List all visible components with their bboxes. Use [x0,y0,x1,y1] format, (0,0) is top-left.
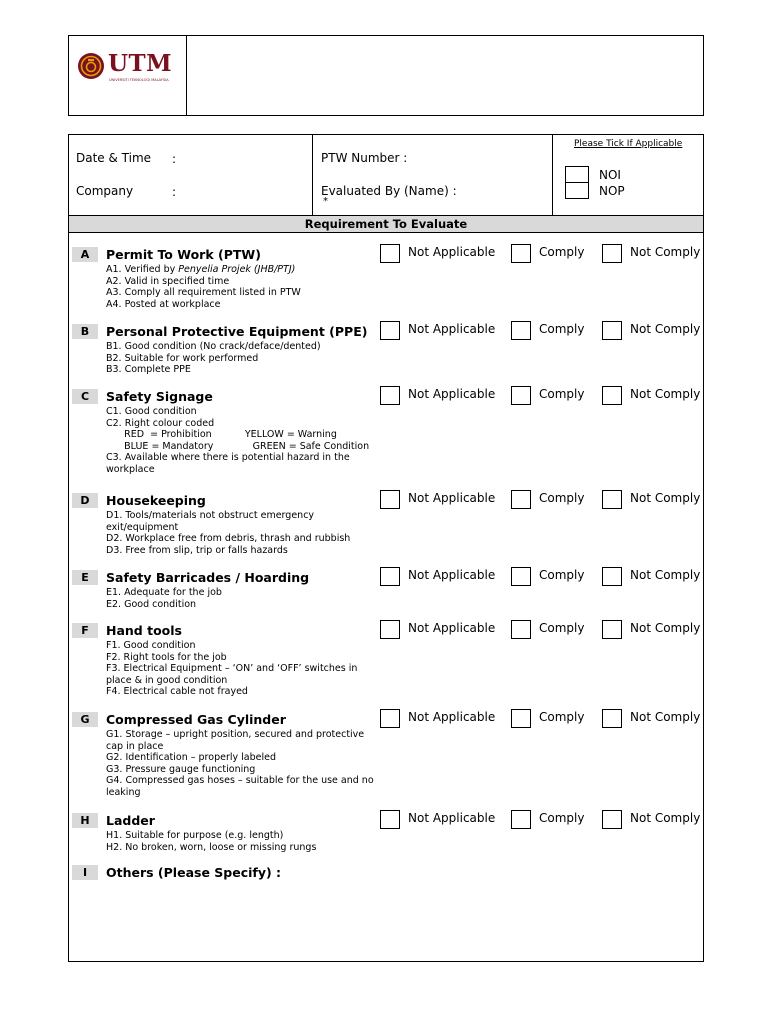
not-comply-checkbox[interactable] [602,567,622,586]
section-items [106,510,378,556]
logo-cell [69,36,187,115]
list-item: A2. Valid in specified time [106,275,230,287]
nop-checkbox[interactable] [565,182,589,199]
logo-text: UTM [108,50,173,77]
info-column-ptw-evaluator [313,135,553,215]
not-applicable-checkbox[interactable] [380,321,400,340]
section-items [106,830,378,853]
ptw-number-label: PTW Number : [321,151,408,165]
section-items [106,264,378,310]
section-letter: I [72,865,98,880]
info-column-tick [553,135,703,215]
company-label: Company [76,184,134,198]
info-row [69,135,703,216]
comply-checkbox[interactable] [511,244,531,263]
list-item: G4. Compressed gas hoses – suitable for the use and no leaking [106,775,377,798]
list-item: G2. Identification – properly labeled [106,752,276,764]
list-item: B1. Good condition (No crack/deface/dented) [106,341,321,352]
not-comply-checkbox[interactable] [602,490,622,509]
section-title: Hand tools [106,623,182,638]
list-item: D2. Workplace free from debris, thrash and rubbish [106,533,351,545]
not-applicable-checkbox[interactable] [380,386,400,405]
section-letter: D [72,493,98,508]
list-item: C3. Available where there is potential hazard in the workplace [106,452,353,475]
list-item: G1. Storage – upright position, secured and protective cap in place [106,729,368,752]
section-title: Housekeeping [106,493,206,508]
section-title: Ladder [106,813,155,828]
section-letter: A [72,247,98,262]
comply-checkbox[interactable] [511,810,531,829]
section-letter: H [72,813,98,828]
section-letter: G [72,712,98,727]
list-item: D1. Tools/materials not obstruct emergency exit/equipment [106,510,318,533]
list-item: RED = Prohibition YELLOW = Warning [106,429,337,441]
comply-checkbox[interactable] [511,567,531,586]
others-specify-field[interactable]: Others (Please Specify) : [106,865,282,880]
comply-checkbox[interactable] [511,620,531,639]
not-comply-checkbox[interactable] [602,244,622,263]
tick-note: Please Tick If Applicable [574,139,683,149]
list-item: E1. Adequate for the job [106,587,222,598]
section-items [106,587,378,610]
list-item: F3. Electrical Equipment – ‘ON’ and ‘OFF’ switches in place & in good condition [106,663,361,686]
company-colon: : [172,185,177,199]
not-applicable-checkbox[interactable] [380,709,400,728]
section-letter: C [72,389,98,404]
not-comply-checkbox[interactable] [602,386,622,405]
section-letter: E [72,570,98,585]
section-items [106,729,378,799]
list-item: H2. No broken, worn, loose or missing rungs [106,841,317,853]
list-item: B3. Complete PPE [106,364,191,376]
list-item: E2. Good condition [106,598,197,610]
not-applicable-checkbox[interactable] [380,620,400,639]
info-column-date-company [69,135,313,215]
list-item: A4. Posted at workplace [106,298,221,310]
evaluated-by-label: Evaluated By (Name) : [321,184,457,198]
list-item: C1. Good condition [106,406,197,417]
logo-subtitle: UNIVERSITI TEKNOLOGI MALAYSIA [109,78,169,82]
date-time-colon: : [172,152,177,166]
section-title: Safety Signage [106,389,213,404]
form-header [68,35,704,116]
section-items [106,341,378,376]
noi-label: NOI [599,168,621,182]
not-applicable-checkbox[interactable] [380,567,400,586]
comply-checkbox[interactable] [511,490,531,509]
not-applicable-checkbox[interactable] [380,244,400,263]
section-letter: F [72,623,98,638]
list-item: D3. Free from slip, trip or falls hazards [106,544,288,556]
not-comply-checkbox[interactable] [602,620,622,639]
list-item: A3. Comply all requirement listed in PTW [106,287,301,299]
section-title: Safety Barricades / Hoarding [106,570,310,585]
list-item: C2. Right colour coded [106,417,215,429]
evaluation-form: Date & Time : Company : PTW Number : Evaluated By (Name) : * Please Tick If Applicable NOI NOP Requirement To Evaluate A Permit To Work (PTW) A1. Verified by Penyelia Projek (JHB/PTJ) A2. Valid in specified time A3. Comply all requirement listed in PTW A4. Posted at workplace Not Applicable Comply Not Comply B Personal Protective Equipment (PPE) B1. Good condition (No crack/deface/dented) B2. Suitable for work performed B3. Complete PPE Not Applicable Comply Not Comply C Safety Signage C1. Good condition C2. Right colour coded RED = Prohibition YELLOW = Warning BLUE = Mandatory GREEN = Safe Condition C3. Available where there is potential hazard in the workplace Not Applicable Comply Not Comply D Housekeeping D1. Tools/materials not obstruct emergency exit/equipment D2. Workplace free from debris, thrash and rubbish D3. Free from slip, trip or falls hazards Not Applicable Comply Not Comply E Safety Barricades / Hoarding E1. Adequate for the job E2. Good condition Not Applicable Comply Not Comply F Hand tools F1. Good condition F2. Right tools for the job F3. Electrical Equipment – ‘ON’ and ‘OFF’ switches in place & in good condition F4. Electrical cable not frayed Not Applicable Comply Not Comply G Compressed Gas Cylinder G1. Storage – upright position, secured and protective cap in place G2. Identification – properly labeled G3. Pressure gauge functioning G4. Compressed gas hoses – suitable for the use and no leaking Not Applicable Comply Not Comply H Ladder H1. Suitable for purpose (e.g. length) H2. No broken, worn, loose or missing rungs Not Applicable Comply Not Comply I Others (Please Specify) : [68,134,704,962]
section-title: Permit To Work (PTW) [106,247,261,262]
nop-label: NOP [599,184,625,198]
utm-seal-icon [77,52,105,80]
list-item: B2. Suitable for work performed [106,352,259,364]
evaluated-by-asterisk: * [323,196,328,207]
list-item: A1. Verified by Penyelia Projek (JHB/PTJ) [106,264,296,275]
title-cell [187,36,703,115]
section-items [106,406,378,476]
section-letter: B [72,324,98,339]
list-item: BLUE = Mandatory GREEN = Safe Condition [106,440,370,452]
list-item: H1. Suitable for purpose (e.g. length) [106,830,284,841]
date-time-label: Date & Time [76,151,152,165]
section-title: Personal Protective Equipment (PPE) [106,324,368,339]
list-item: F1. Good condition [106,640,196,651]
list-item: F4. Electrical cable not frayed [106,686,248,698]
not-comply-checkbox[interactable] [602,810,622,829]
not-applicable-checkbox[interactable] [380,490,400,509]
section-items [106,640,378,698]
requirement-heading: Requirement To Evaluate [69,216,703,233]
comply-checkbox[interactable] [511,321,531,340]
not-applicable-checkbox[interactable] [380,810,400,829]
comply-checkbox[interactable] [511,386,531,405]
section-title: Compressed Gas Cylinder [106,712,286,727]
comply-checkbox[interactable] [511,709,531,728]
list-item: F2. Right tools for the job [106,651,227,663]
not-comply-checkbox[interactable] [602,321,622,340]
noi-checkbox[interactable] [565,166,589,183]
not-comply-checkbox[interactable] [602,709,622,728]
list-item: G3. Pressure gauge functioning [106,763,256,775]
